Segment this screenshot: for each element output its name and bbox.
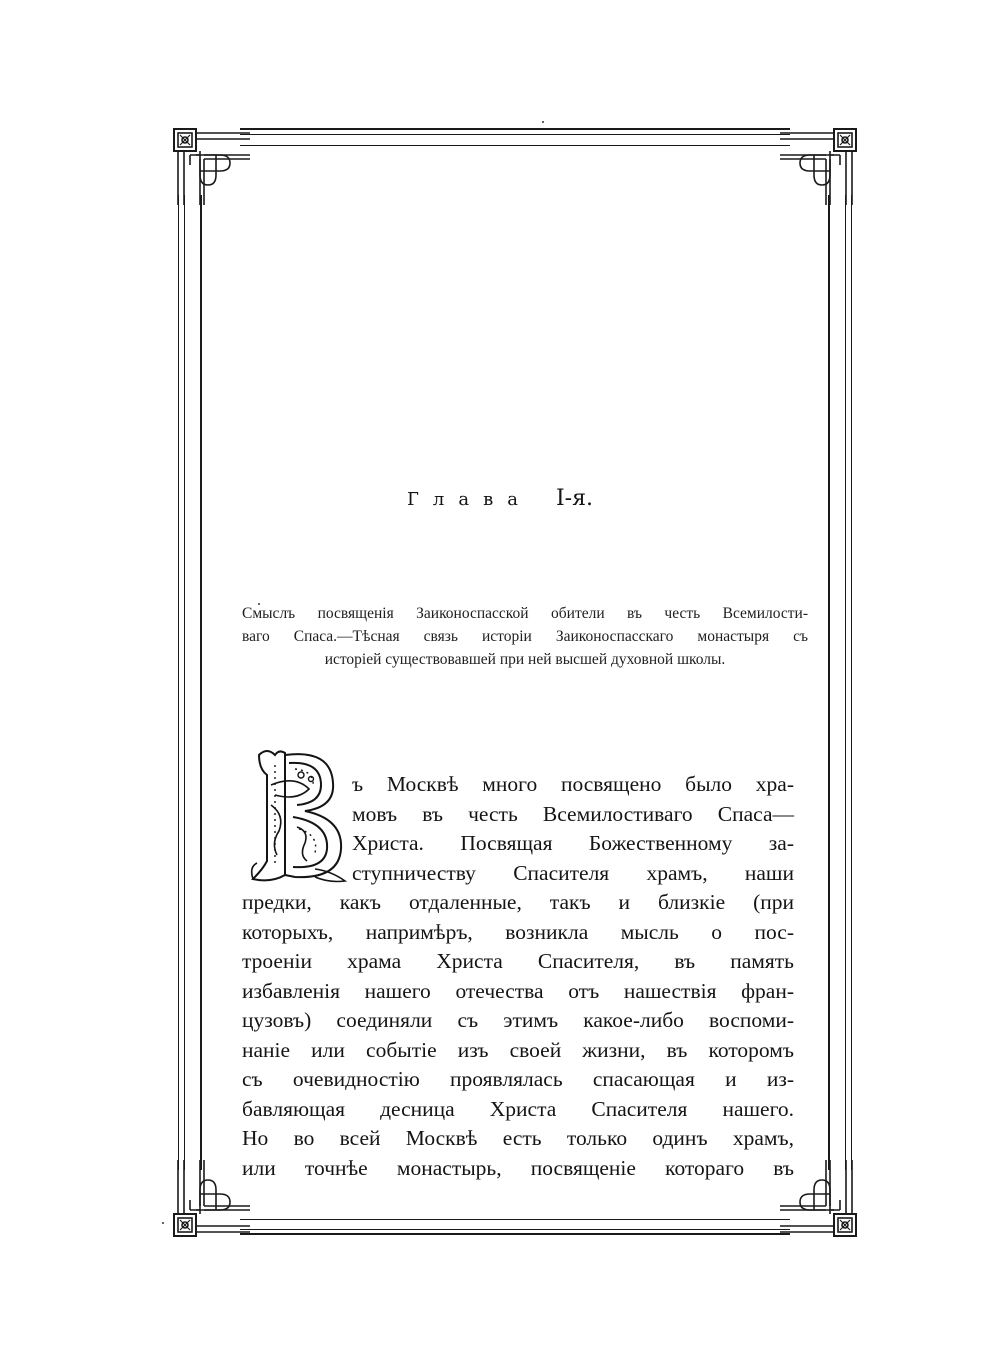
chapter-heading-number: I-я. bbox=[555, 486, 593, 511]
summary-line: ваго Спаса.—Тѣсная связь исторіи Заиконоспасскаго монастыря съ bbox=[242, 628, 808, 645]
corner-ornament-top-right-icon bbox=[780, 125, 860, 205]
chapter-summary bbox=[242, 602, 808, 671]
border-left-rule bbox=[178, 195, 179, 1170]
body-paragraph bbox=[242, 770, 794, 1183]
body-line: мовъ въ честь Всемилостиваго Спаса— bbox=[352, 801, 794, 826]
border-left-rule bbox=[184, 195, 185, 1170]
border-top-rule bbox=[240, 145, 790, 146]
body-line: или точнѣе монастырь, посвященіе котораго въ bbox=[242, 1155, 794, 1180]
body-line: предки, какъ отдаленные, такъ и близкіе (при bbox=[242, 890, 794, 914]
body-line: троеніи храма Христа Спасителя, въ память bbox=[242, 949, 794, 973]
border-right-rule bbox=[851, 195, 852, 1170]
scan-speck bbox=[258, 603, 260, 605]
scan-speck bbox=[542, 121, 544, 123]
border-left-rule bbox=[200, 195, 202, 1170]
body-line: бавляющая десница Христа Спасителя нашего. bbox=[242, 1096, 794, 1121]
border-top-rule bbox=[240, 134, 790, 135]
corner-ornament-top-left-icon bbox=[170, 125, 250, 205]
border-right-rule bbox=[845, 195, 846, 1170]
scan-speck bbox=[162, 1222, 164, 1224]
summary-line: Смыслъ посвященія Заиконоспасской обители въ честь Всемилости- bbox=[242, 605, 808, 622]
corner-ornament-bottom-left-icon bbox=[170, 1160, 250, 1240]
body-line: наніе или событіе изъ своей жизни, въ которомъ bbox=[242, 1037, 794, 1062]
body-line: ступничеству Спасителя храмъ, наши bbox=[352, 860, 794, 885]
body-line: избавленія нашего отечества отъ нашествія фран- bbox=[242, 978, 794, 1003]
body-line: цузовъ) соединяли съ этимъ какое-либо воспоми- bbox=[242, 1008, 794, 1032]
body-line: которыхъ, напримѣръ, возникла мысль о пос- bbox=[242, 919, 794, 944]
summary-line: исторіей существовавшей при ней высшей духовной школы. bbox=[324, 651, 726, 668]
chapter-heading bbox=[0, 486, 1000, 511]
body-line: Но во всей Москвѣ есть только одинъ храмъ, bbox=[242, 1126, 794, 1150]
body-line: ъ Москвѣ много посвящено было хра- bbox=[352, 772, 794, 796]
border-top-rule bbox=[240, 128, 790, 130]
body-line: съ очевидностію проявлялась спасающая и из- bbox=[242, 1067, 794, 1091]
border-bottom-rule bbox=[240, 1233, 790, 1235]
chapter-heading-word: Глава bbox=[407, 489, 532, 510]
border-right-rule bbox=[828, 195, 830, 1170]
border-bottom-rule bbox=[240, 1229, 790, 1230]
body-line: Христа. Посвящая Божественному за- bbox=[352, 831, 794, 855]
border-bottom-rule bbox=[240, 1219, 790, 1220]
